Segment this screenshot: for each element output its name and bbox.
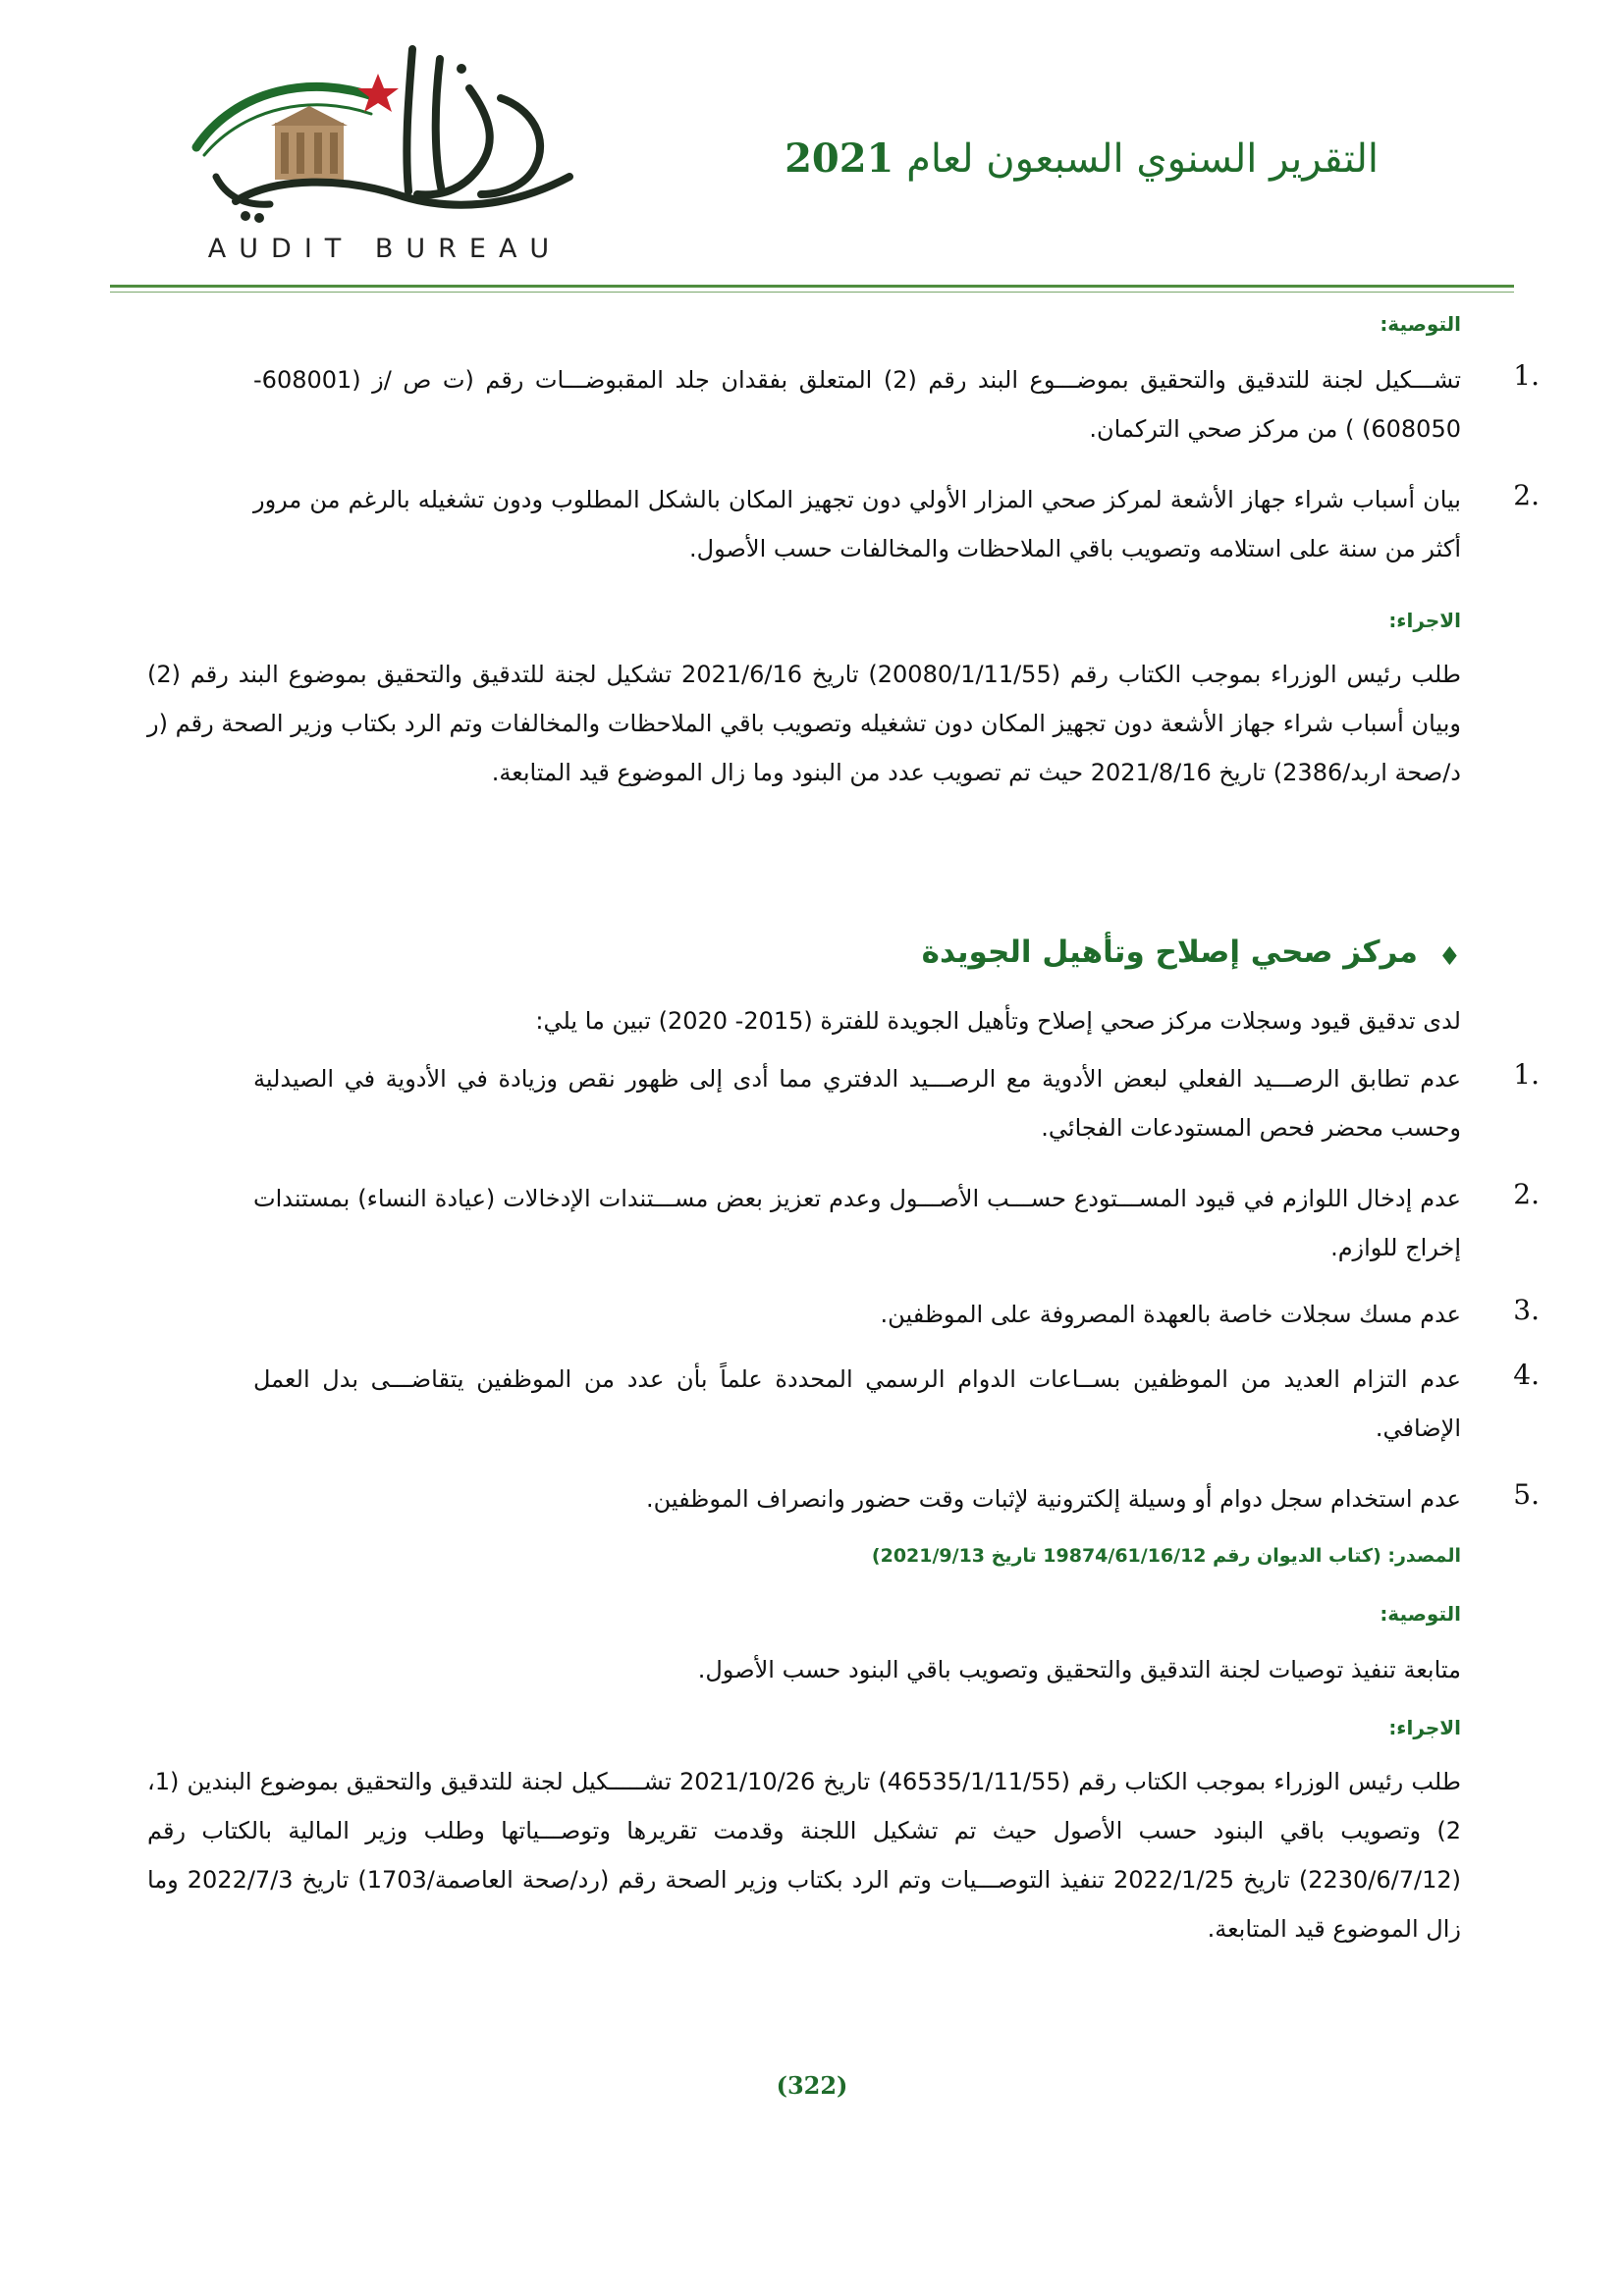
recommendation-1-text: تشـــكيل لجنة للتدقيق والتحقيق بموضـــوع البند رقم (2) المتعلق بفقدان جلد المقبوضـــات رقم (ت ص /ز (608001- 608050) ) من مركز صحي التركمان. xyxy=(253,366,1462,443)
section-intro: لدى تدقيق قيود وسجلات مركز صحي إصلاح وتأهيل الجويدة للفترة (2015- 2020) تبين ما يلي: xyxy=(535,1007,1461,1035)
finding-4-text: عدم التزام العديد من الموظفين بســاعات الدوام الرسمي المحددة علماً بأن عدد من الموظفين يتقاضـــى بدل العمل الإضافي. xyxy=(253,1365,1461,1442)
section-title: مركز صحي إصلاح وتأهيل الجويدة xyxy=(921,934,1418,970)
finding-5-number: 5. xyxy=(1513,1478,1540,1511)
recommendation-heading-1: التوصية: xyxy=(1380,312,1461,336)
logo-latin-text: AUDIT BUREAU xyxy=(207,234,563,264)
recommendation-text-2: متابعة تنفيذ توصيات لجنة التدقيق والتحقيق وتصويب باقي البنود حسب الأصول. xyxy=(697,1656,1461,1683)
header-divider xyxy=(110,285,1514,288)
action-heading-1: الاجراء: xyxy=(1388,609,1461,632)
finding-1-text: عدم تطابق الرصـــيد الفعلي لبعض الأدوية مع الرصـــيد الدفتري مما أدى إلى ظهور نقص وزيادة في الأدوية في الصيدلية وحسب محضر فحص المستودعات الفجائي. xyxy=(253,1065,1461,1142)
action-text-1: طلب رئيس الوزراء بموجب الكتاب رقم (20080/1/11/55) تاريخ 2021/6/16 تشكيل لجنة للتدقيق والتحقيق بموضوع البند رقم (2) وبيان أسباب شراء جهاز الأشعة دون تجهيز المكان دون تشغيله وتصويب باقي الملاحظات والمخالفات وتم الرد بكتاب وزير الصحة رقم (ر د/صحة اربد/2386) تاريخ 2021/8/16 حيث تم تصويب عدد من البنود وما زال الموضوع قيد المتابعة. xyxy=(147,661,1462,786)
action-text-2: طلب رئيس الوزراء بموجب الكتاب رقم (46535/1/11/55) تاريخ 2021/10/26 تشـــــكيل لجنة للتدقيق والتحقيق بموضوع البندين (1، 2) وتصويب باقي البنود حسب الأصول حيث تم تشكيل اللجنة وقدمت تقريرها وتوصـــياتها وطلب وزير المالية بالكتاب رقم (2230/6/7/12) تاريخ 2022/1/25 تنفيذ التوصـــيات وتم الرد بكتاب وزير الصحة رقم (رد/صحة العاصمة/1703) تاريخ 2022/7/3 وما زال الموضوع قيد المتابعة. xyxy=(147,1768,1461,1943)
finding-1-number: 1. xyxy=(1513,1058,1540,1091)
finding-5-text: عدم استخدام سجل دوام أو وسيلة إلكترونية لإثبات وقت حضور وانصراف الموظفين. xyxy=(646,1485,1461,1513)
report-year: 2021 xyxy=(785,135,894,182)
logo-emblem-icon xyxy=(177,29,589,236)
report-title-text: التقرير السنوي السبعون لعام xyxy=(906,136,1379,182)
source-reference: المصدر: (كتاب الديوان رقم 19874/61/16/12 تاريخ 2021/9/13) xyxy=(871,1545,1461,1567)
finding-4-number: 4. xyxy=(1513,1359,1540,1391)
finding-2-text: عدم إدخال اللوازم في قيود المســـتودع حســـب الأصـــول وعدم تعزيز بعض مســـتندات الإدخالات (عيادة النساء) بمستندات إخراج للوازم. xyxy=(253,1185,1461,1261)
finding-2-number: 2. xyxy=(1513,1178,1540,1210)
recommendation-2-text: بيان أسباب شراء جهاز الأشعة لمركز صحي المزار الأولي دون تجهيز المكان بالشكل المطلوب ودون تشغيله بالرغم من مرور أكثر من سنة على استلامه وتصويب باقي الملاحظات والمخالفات حسب الأصول. xyxy=(253,486,1461,562)
header-divider-thin xyxy=(110,292,1514,293)
recommendation-heading-2: التوصية: xyxy=(1380,1602,1461,1626)
page-header xyxy=(0,0,1624,294)
page-number: (322) xyxy=(776,2071,848,2100)
finding-3-text: عدم مسك سجلات خاصة بالعهدة المصروفة على الموظفين. xyxy=(880,1301,1461,1328)
recommendation-1-number: 1. xyxy=(1513,359,1540,392)
report-title xyxy=(785,135,1379,182)
recommendation-2-number: 2. xyxy=(1513,479,1540,511)
audit-bureau-logo xyxy=(177,29,589,265)
action-heading-2: الاجراء: xyxy=(1388,1716,1461,1739)
section-bullet-icon: ♦ xyxy=(1437,942,1461,972)
finding-3-number: 3. xyxy=(1513,1294,1540,1326)
